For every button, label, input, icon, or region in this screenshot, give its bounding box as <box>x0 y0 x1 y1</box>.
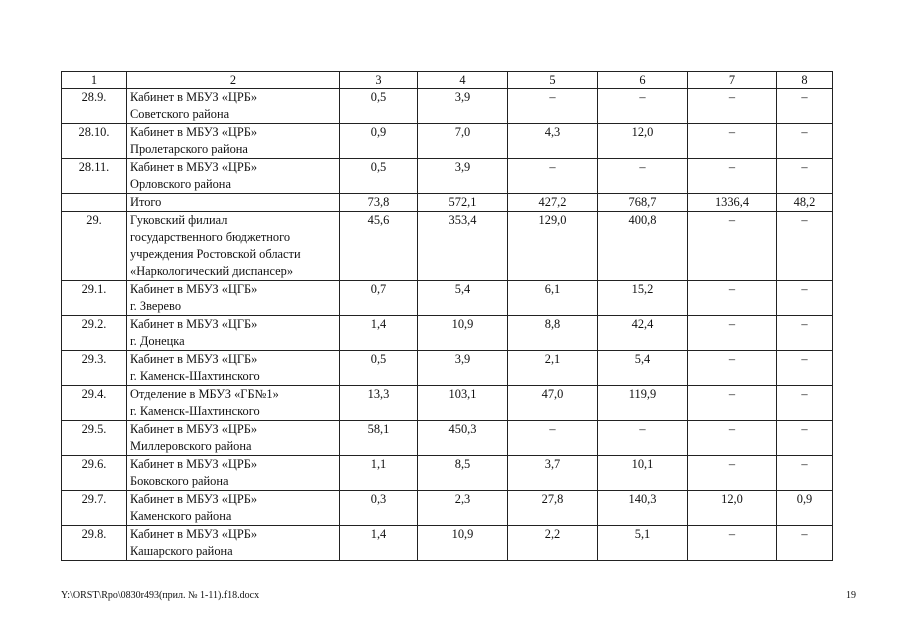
value-cell: 1,1 <box>340 456 418 491</box>
row-number: 29.4. <box>62 386 127 421</box>
value-cell: 13,3 <box>340 386 418 421</box>
value-cell: – <box>688 316 777 351</box>
facility-name-line: г. Каменск-Шахтинского <box>130 369 260 383</box>
value-cell: 103,1 <box>418 386 508 421</box>
facility-name-line: Кабинет в МБУЗ «ЦРБ» <box>130 90 258 104</box>
column-number-row <box>62 72 833 89</box>
facility-name-line: Кабинет в МБУЗ «ЦГБ» <box>130 282 258 296</box>
facility-name <box>127 281 340 316</box>
table-row <box>62 386 833 421</box>
value-cell: – <box>777 386 833 421</box>
value-cell: 2,2 <box>508 526 598 561</box>
facility-name-line: Отделение в МБУЗ «ГБ№1» <box>130 387 279 401</box>
column-number: 6 <box>598 72 688 89</box>
row-number: 29.3. <box>62 351 127 386</box>
row-number: 29.7. <box>62 491 127 526</box>
value-cell: – <box>777 526 833 561</box>
facility-name <box>127 421 340 456</box>
value-cell: 119,9 <box>598 386 688 421</box>
row-number: 29.6. <box>62 456 127 491</box>
value-cell: 3,9 <box>418 159 508 194</box>
table-row <box>62 281 833 316</box>
value-cell: – <box>688 281 777 316</box>
value-cell: – <box>688 124 777 159</box>
value-cell: 353,4 <box>418 212 508 281</box>
file-path: Y:\ORST\Rpo\0830r493(прил. № 1-11).f18.docx <box>61 590 260 601</box>
table-row <box>62 316 833 351</box>
value-cell: 8,8 <box>508 316 598 351</box>
value-cell: – <box>688 351 777 386</box>
facility-name-line: Кабинет в МБУЗ «ЦГБ» <box>130 317 258 331</box>
value-cell: 0,5 <box>340 159 418 194</box>
column-number: 1 <box>62 72 127 89</box>
value-cell: – <box>688 212 777 281</box>
value-cell: 47,0 <box>508 386 598 421</box>
facility-name <box>127 386 340 421</box>
table-row <box>62 421 833 456</box>
value-cell: 0,7 <box>340 281 418 316</box>
value-cell: 1,4 <box>340 526 418 561</box>
value-cell: 0,5 <box>340 351 418 386</box>
facility-name <box>127 456 340 491</box>
value-cell: – <box>688 159 777 194</box>
facility-name-line: «Наркологический диспансер» <box>130 264 294 278</box>
facility-name <box>127 124 340 159</box>
facility-name <box>127 351 340 386</box>
value-cell: 768,7 <box>598 194 688 212</box>
value-cell: 0,9 <box>340 124 418 159</box>
value-cell: – <box>688 386 777 421</box>
value-cell: – <box>688 89 777 124</box>
column-number: 4 <box>418 72 508 89</box>
column-number: 5 <box>508 72 598 89</box>
value-cell: 7,0 <box>418 124 508 159</box>
table-row <box>62 124 833 159</box>
value-cell: 140,3 <box>598 491 688 526</box>
table-row <box>62 89 833 124</box>
table-row <box>62 194 833 212</box>
value-cell: – <box>777 89 833 124</box>
value-cell: 3,7 <box>508 456 598 491</box>
row-number: 28.10. <box>62 124 127 159</box>
value-cell: 450,3 <box>418 421 508 456</box>
facility-name-line: Гуковский филиал <box>130 213 228 227</box>
facility-name-line: Кабинет в МБУЗ «ЦГБ» <box>130 352 258 366</box>
column-number: 7 <box>688 72 777 89</box>
row-number: 29.5. <box>62 421 127 456</box>
facility-name-line: Кабинет в МБУЗ «ЦРБ» <box>130 457 258 471</box>
facility-name-line: Орловского района <box>130 177 231 191</box>
facility-name-line: Кабинет в МБУЗ «ЦРБ» <box>130 422 258 436</box>
value-cell: 427,2 <box>508 194 598 212</box>
value-cell: – <box>777 351 833 386</box>
value-cell: 0,3 <box>340 491 418 526</box>
value-cell: 4,3 <box>508 124 598 159</box>
value-cell: – <box>598 421 688 456</box>
facility-name <box>127 316 340 351</box>
value-cell: 2,3 <box>418 491 508 526</box>
facility-name-line: Каменского района <box>130 509 232 523</box>
column-number: 3 <box>340 72 418 89</box>
table-row <box>62 159 833 194</box>
facility-name-line: Боковского района <box>130 474 229 488</box>
value-cell: 27,8 <box>508 491 598 526</box>
value-cell: – <box>777 212 833 281</box>
value-cell: 10,1 <box>598 456 688 491</box>
table-row <box>62 212 833 281</box>
facility-name-line: Советского района <box>130 107 230 121</box>
value-cell: 58,1 <box>340 421 418 456</box>
row-number <box>62 194 127 212</box>
facility-name-line: Кабинет в МБУЗ «ЦРБ» <box>130 527 258 541</box>
value-cell: 45,6 <box>340 212 418 281</box>
value-cell: – <box>777 421 833 456</box>
value-cell: 0,5 <box>340 89 418 124</box>
value-cell: 1336,4 <box>688 194 777 212</box>
value-cell: – <box>598 159 688 194</box>
value-cell: 10,9 <box>418 316 508 351</box>
column-number: 8 <box>777 72 833 89</box>
facility-name-line: г. Донецка <box>130 334 185 348</box>
value-cell: – <box>777 316 833 351</box>
value-cell: 572,1 <box>418 194 508 212</box>
value-cell: 6,1 <box>508 281 598 316</box>
facility-name <box>127 194 340 212</box>
facility-name-line: Кабинет в МБУЗ «ЦРБ» <box>130 125 258 139</box>
facility-name <box>127 159 340 194</box>
value-cell: – <box>508 159 598 194</box>
facility-name <box>127 89 340 124</box>
page-number: 19 <box>846 590 856 601</box>
value-cell: 129,0 <box>508 212 598 281</box>
data-table <box>61 71 833 561</box>
value-cell: – <box>688 526 777 561</box>
row-number: 29. <box>62 212 127 281</box>
value-cell: – <box>688 456 777 491</box>
row-number: 29.2. <box>62 316 127 351</box>
value-cell: 12,0 <box>688 491 777 526</box>
row-number: 28.9. <box>62 89 127 124</box>
value-cell: 73,8 <box>340 194 418 212</box>
value-cell: 8,5 <box>418 456 508 491</box>
facility-name-line: г. Каменск-Шахтинского <box>130 404 260 418</box>
value-cell: 48,2 <box>777 194 833 212</box>
value-cell: – <box>777 159 833 194</box>
value-cell: – <box>598 89 688 124</box>
value-cell: 3,9 <box>418 89 508 124</box>
facility-name-line: Итого <box>130 195 162 209</box>
value-cell: 2,1 <box>508 351 598 386</box>
table-row <box>62 526 833 561</box>
facility-name <box>127 212 340 281</box>
table-row <box>62 351 833 386</box>
facility-name <box>127 491 340 526</box>
facility-name-line: Кабинет в МБУЗ «ЦРБ» <box>130 492 258 506</box>
facility-name-line: Кашарского района <box>130 544 233 558</box>
value-cell: 5,4 <box>598 351 688 386</box>
facility-name-line: государственного бюджетного <box>130 230 291 244</box>
value-cell: – <box>777 281 833 316</box>
value-cell: 15,2 <box>598 281 688 316</box>
facility-name-line: Миллеровского района <box>130 439 252 453</box>
value-cell: 3,9 <box>418 351 508 386</box>
value-cell: – <box>508 421 598 456</box>
table-row <box>62 456 833 491</box>
facility-name-line: Пролетарского района <box>130 142 248 156</box>
value-cell: 42,4 <box>598 316 688 351</box>
row-number: 29.1. <box>62 281 127 316</box>
table-row <box>62 491 833 526</box>
facility-name <box>127 526 340 561</box>
facility-name-line: г. Зверево <box>130 299 182 313</box>
row-number: 28.11. <box>62 159 127 194</box>
value-cell: 5,4 <box>418 281 508 316</box>
value-cell: – <box>688 421 777 456</box>
table-body <box>62 72 833 561</box>
value-cell: 1,4 <box>340 316 418 351</box>
facility-name-line: учреждения Ростовской области <box>130 247 301 261</box>
value-cell: – <box>777 124 833 159</box>
column-number: 2 <box>127 72 340 89</box>
value-cell: – <box>777 456 833 491</box>
value-cell: 5,1 <box>598 526 688 561</box>
value-cell: 10,9 <box>418 526 508 561</box>
value-cell: 0,9 <box>777 491 833 526</box>
facility-name-line: Кабинет в МБУЗ «ЦРБ» <box>130 160 258 174</box>
value-cell: 400,8 <box>598 212 688 281</box>
value-cell: – <box>508 89 598 124</box>
value-cell: 12,0 <box>598 124 688 159</box>
row-number: 29.8. <box>62 526 127 561</box>
